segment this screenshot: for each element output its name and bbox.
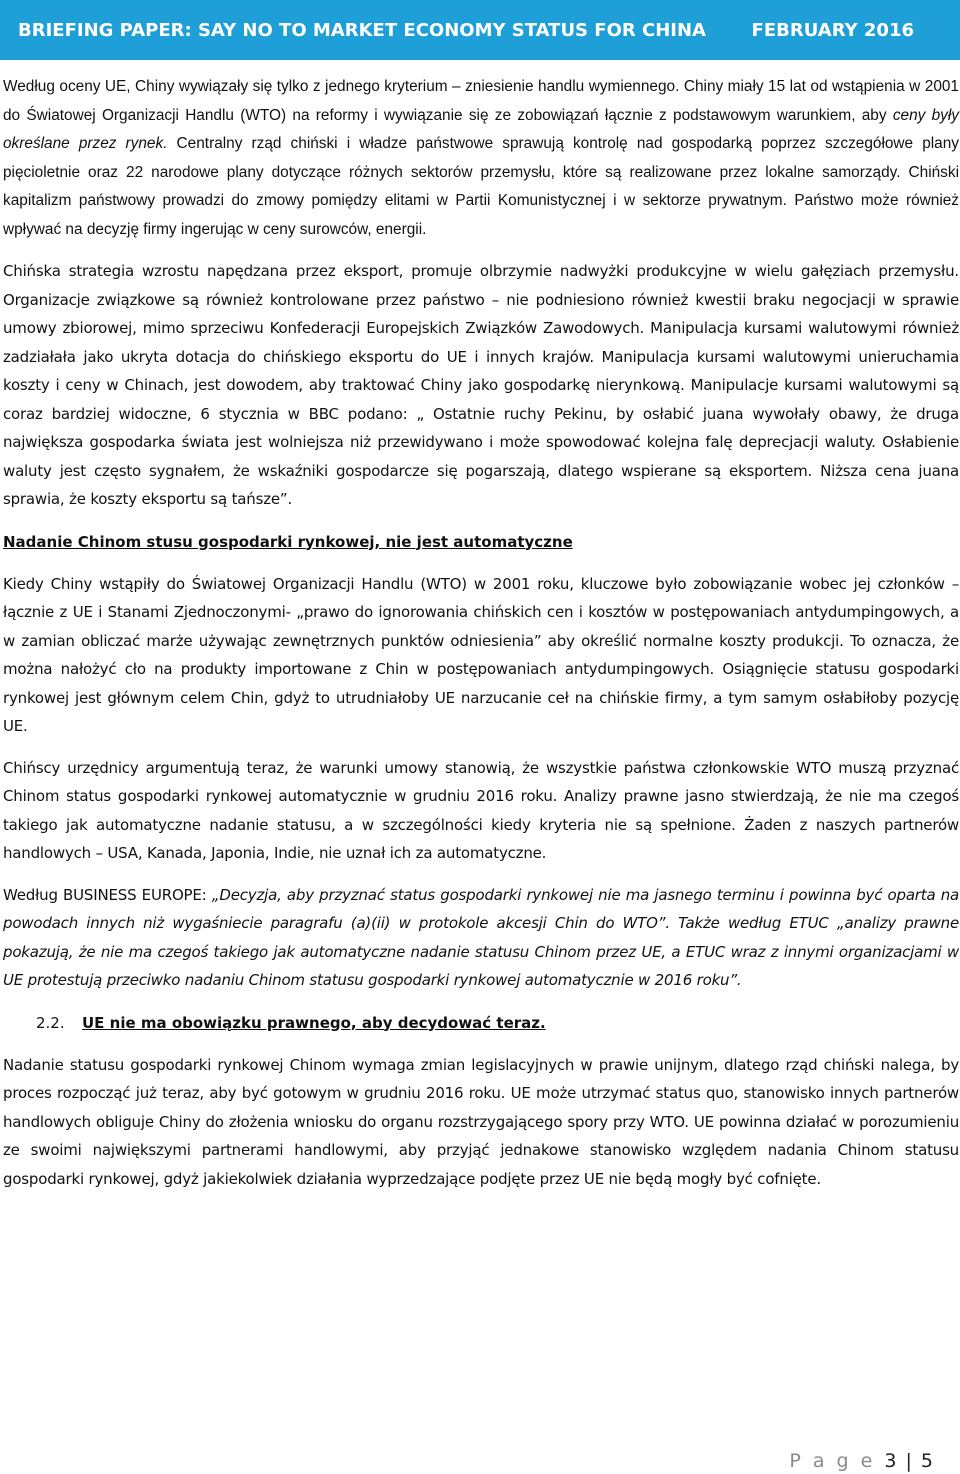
- paragraph-1-text-b: Centralny rząd chiński i władze państwowe sprawują kontrolę nad gospodarką poprzez szczegółowe plany pięcioletnie oraz 22 narodowe plany dotyczące różnych sektorów przemysłu, które są realizowane przez lokalne samorządy. Chiński kapitalizm państwowy prowadzi do zmowy pomiędzy elitami w Partii Komunistycznej i w sektorze prywatnym. Państwo może również wpływać na decyzję firmy ingerując w ceny surowców, energii.: [3, 135, 959, 238]
- page-footer: [789, 1450, 936, 1472]
- header-date: FEBRUARY 2016: [751, 19, 914, 41]
- total-pages: 5: [920, 1450, 936, 1472]
- paragraph-4: Chińscy urzędnicy argumentują teraz, że warunki umowy stanowią, że wszystkie państwa członkowskie WTO muszą przyznać Chinom status gospodarki rynkowej automatycznie w grudniu 2016 roku. Analizy prawne jasno stwierdzają, że nie ma czegoś takiego jak automatyczne nadanie statusu, a w szczególności kiedy kryteria nie są spełnione. Żaden z naszych partnerów handlowych – USA, Kanada, Japonia, Indie, nie uznał ich za automatyczne.: [3, 758, 959, 862]
- paragraph-5-lead: Według BUSINESS EUROPE:: [3, 885, 212, 904]
- section-heading-2: [3, 1009, 959, 1037]
- page-label: P a g e: [789, 1450, 876, 1472]
- header-title: BRIEFING PAPER: SAY NO TO MARKET ECONOMY STATUS FOR CHINA: [18, 19, 706, 41]
- page-number: 3: [884, 1450, 900, 1472]
- paragraph-3: Kiedy Chiny wstąpiły do Światowej Organizacji Handlu (WTO) w 2001 roku, kluczowe było zobowiązanie wobec jej członków – łącznie z UE i Stanami Zjednoczonymi- „prawo do ignorowania chińskich cen i kosztów w postępowaniach antydumpingowych, a w zamian obliczać marże używając zewnętrznych punktów odniesienia” aby określić normalne koszty produkcji. To oznacza, że można nałożyć cło na produkty importowane z Chin w postępowaniach antydumpingowych. Osiągnięcie statusu gospodarki rynkowej jest głównym celem Chin, gdyż to utrudniałoby UE narzucanie ceł na chińskie firmy, a tym samym osłabiłoby pozycję UE.: [3, 574, 959, 735]
- paragraph-2: Chińska strategia wzrostu napędzana przez eksport, promuje olbrzymie nadwyżki produkcyjne w wielu gałęziach przemysłu. Organizacje związkowe są również kontrolowane przez państwo – nie podniesiono również kwestii braku negocjacji w sprawie umowy zbiorowej, mimo sprzeciwu Konfederacji Europejskich Związków Zawodowych. Manipulacja kursami walutowymi również zadziałała jako ukryta dotacja do chińskiego eksportu do UE i innych krajów. Manipulacja kursami walutowymi unieruchamia koszty i ceny w Chinach, jest dowodem, aby traktować Chiny jako gospodarkę nierynkową. Manipulacje kursami walutowymi są coraz bardziej widoczne, 6 stycznia w BBC podano: „ Ostatnie ruchy Pekinu, by osłabić juana wywołały obawy, że druga największa gospodarka świata jest wolniejsza niż przewidywano i może spowodować kolejna falę deprecjacji waluty. Osłabienie waluty jest często sygnałem, że wskaźniki gospodarcze się pogarszają, dlatego wspierane są eksportem. Niższa cena juana sprawia, że koszty eksportu są tańsze”.: [3, 262, 959, 508]
- paragraph-1-text-a: Według oceny UE, Chiny wywiązały się tylko z jednego kryterium – zniesienie handlu wymiennego. Chiny miały 15 lat od wstąpienia w 2001 do Światowej Organizacji Handlu (WTO) na reformy i wywiązanie się ze zobowiązań łącznie z podstawowym warunkiem, aby: [3, 78, 959, 124]
- paragraph-6: Nadanie statusu gospodarki rynkowej Chinom wymaga zmian legislacyjnych w prawie unijnym, dlatego rząd chiński nalega, by proces rozpocząć już teraz, aby być gotowym w grudniu 2016 roku. UE może utrzymać status quo, stanowisko innych partnerów handlowych obliguje Chiny do złożenia wniosku do organu rozstrzygającego spory przy WTO. UE powinna działać w porozumieniu ze swoimi największymi partnerami handlowymi, aby przyjąć jednakowe stanowisko względem nadania Chinom statusu gospodarki rynkowej, gdyż jakiekolwiek działania wyprzedzające podjęte przez UE nie będą mogły być cofnięte.: [3, 1055, 959, 1188]
- section-heading-2-text: UE nie ma obowiązku prawnego, aby decydować teraz.: [82, 1013, 546, 1032]
- section-heading-1: Nadanie Chinom stusu gospodarki rynkowej, nie jest automatyczne: [3, 532, 573, 551]
- document-header: [0, 0, 960, 60]
- document-body: [3, 73, 959, 1206]
- paragraph-1: [3, 73, 959, 244]
- paragraph-5: [3, 881, 959, 995]
- section-number: 2.2.: [36, 1013, 65, 1032]
- page-separator: |: [905, 1450, 915, 1472]
- paragraph-5-quote: „Decyzja, aby przyznać status gospodarki rynkowej nie ma jasnego terminu i powinna być oparta na powodach innych niż wygaśniecie paragrafu (a)(ii) w protokole akcesji Chin do WTO”. Także według ETUC „analizy prawne pokazują, że nie ma czegoś takiego jak automatyczne nadanie statusu Chinom przez UE, a ETUC wraz z innymi organizacjami w UE protestują przeciwko nadaniu Chinom statusu gospodarki rynkowej automatycznie w 2016 roku”.: [3, 885, 960, 989]
- paragraph-1-italic: ceny były określane przez rynek.: [3, 106, 959, 152]
